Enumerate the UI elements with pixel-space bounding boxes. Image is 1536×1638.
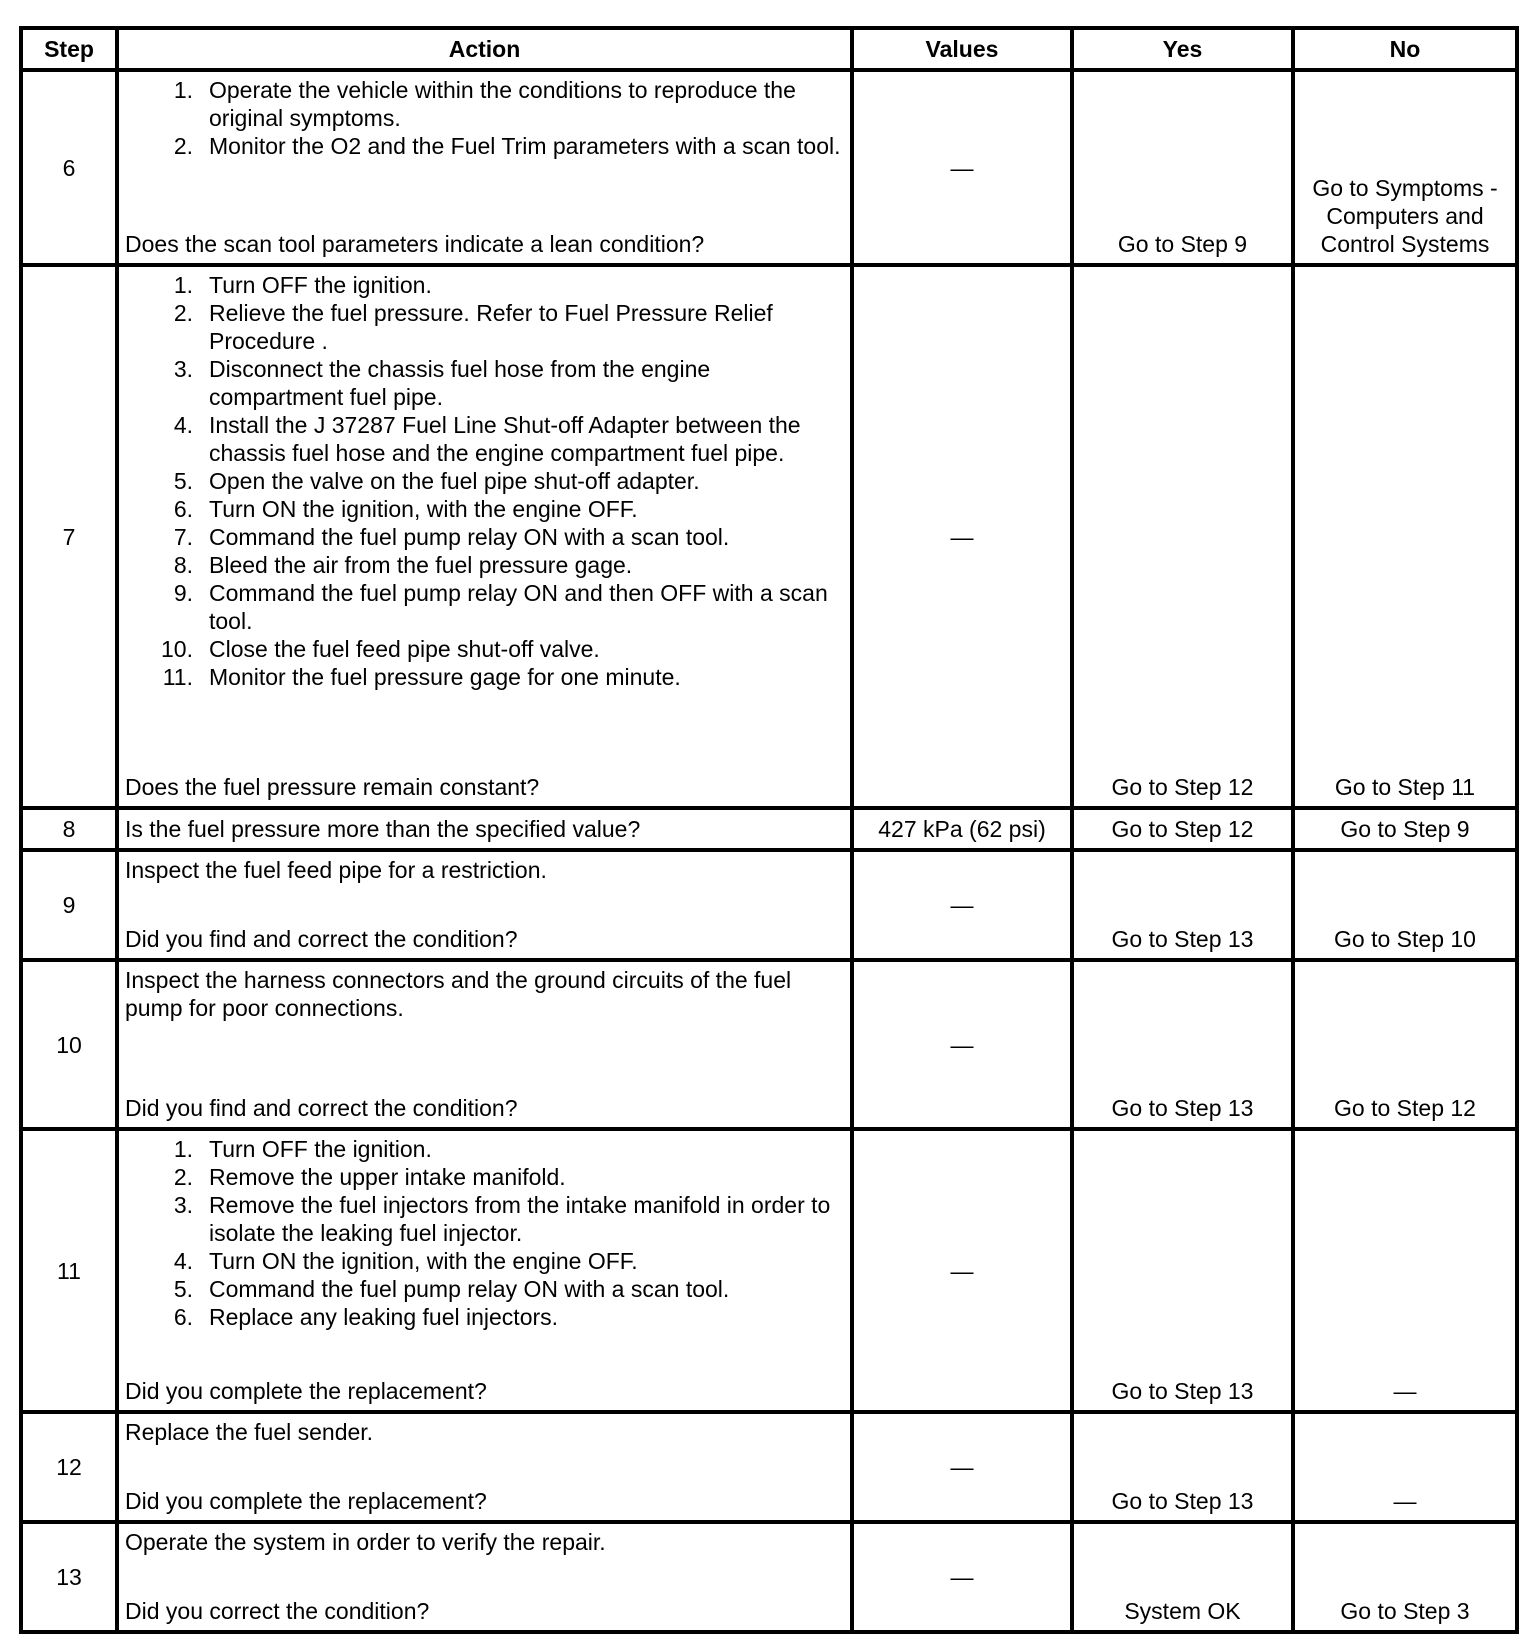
value-cell: — — [852, 70, 1072, 265]
no-cell: Go to Step 12 — [1293, 960, 1517, 1129]
step-number: 7 — [21, 265, 117, 808]
header-yes: Yes — [1072, 28, 1293, 70]
action-cell — [117, 1412, 852, 1522]
action-instruction: Operate the system in order to verify the repair. — [125, 1529, 606, 1555]
action-steps-list — [125, 1135, 844, 1331]
action-cell — [117, 808, 852, 850]
list-item: 1. Turn OFF the ignition. — [173, 1136, 432, 1162]
action-cell — [117, 850, 852, 960]
value-cell: — — [852, 1412, 1072, 1522]
step-number: 9 — [21, 850, 117, 960]
list-item: 1. Operate the vehicle within the conditions to reproduce the original symptoms. — [173, 77, 796, 131]
table-row — [21, 1129, 1517, 1412]
action-steps-list — [125, 271, 844, 691]
no-cell: Go to Step 9 — [1293, 808, 1517, 850]
action-question: Did you complete the replacement? — [125, 1378, 487, 1404]
step-number: 6 — [21, 70, 117, 265]
action-question: Did you find and correct the condition? — [125, 1095, 518, 1121]
list-item: 3. Disconnect the chassis fuel hose from the engine compartment fuel pipe. — [173, 356, 711, 410]
value-cell: — — [852, 960, 1072, 1129]
yes-cell: Go to Step 13 — [1072, 960, 1293, 1129]
table-row — [21, 1522, 1517, 1632]
action-cell — [117, 70, 852, 265]
list-item: 5. Command the fuel pump relay ON with a scan tool. — [173, 1276, 730, 1302]
no-cell: Go to Step 10 — [1293, 850, 1517, 960]
no-cell: Go to Symptoms - Computers and Control Systems — [1293, 70, 1517, 265]
no-cell: Go to Step 3 — [1293, 1522, 1517, 1632]
step-number: 13 — [21, 1522, 117, 1632]
value-cell: — — [852, 850, 1072, 960]
action-question: Did you find and correct the condition? — [125, 926, 518, 952]
step-number: 10 — [21, 960, 117, 1129]
list-item: 4. Turn ON the ignition, with the engine OFF. — [173, 1248, 638, 1274]
action-question: Did you correct the condition? — [125, 1598, 430, 1624]
table-row — [21, 850, 1517, 960]
list-item: 1. Turn OFF the ignition. — [173, 272, 432, 298]
table-row — [21, 960, 1517, 1129]
list-item: 11. Monitor the fuel pressure gage for one minute. — [162, 664, 681, 690]
step-number: 11 — [21, 1129, 117, 1412]
action-cell — [117, 1522, 852, 1632]
action-cell — [117, 960, 852, 1129]
list-item: 2. Remove the upper intake manifold. — [173, 1164, 566, 1190]
action-instruction: Inspect the fuel feed pipe for a restriction. — [125, 857, 547, 883]
list-item: 8. Bleed the air from the fuel pressure gage. — [173, 552, 633, 578]
table-row — [21, 808, 1517, 850]
list-item: 10. Close the fuel feed pipe shut-off valve. — [161, 636, 600, 662]
yes-cell: Go to Step 13 — [1072, 850, 1293, 960]
yes-cell: Go to Step 12 — [1072, 808, 1293, 850]
yes-cell: Go to Step 9 — [1072, 70, 1293, 265]
action-question: Does the fuel pressure remain constant? — [125, 774, 540, 800]
list-item: 6. Turn ON the ignition, with the engine OFF. — [173, 496, 638, 522]
action-question: Is the fuel pressure more than the specified value? — [125, 816, 641, 842]
list-item: 3. Remove the fuel injectors from the intake manifold in order to isolate the leaking fuel injector. — [173, 1192, 831, 1246]
action-instruction: Inspect the harness connectors and the ground circuits of the fuel pump for poor connections. — [125, 967, 792, 1021]
value-cell: 427 kPa (62 psi) — [852, 808, 1072, 850]
action-instruction: Replace the fuel sender. — [125, 1419, 374, 1445]
value-cell: — — [852, 1522, 1072, 1632]
table-row — [21, 1412, 1517, 1522]
no-cell: — — [1293, 1129, 1517, 1412]
list-item: 6. Replace any leaking fuel injectors. — [173, 1304, 559, 1330]
no-cell: Go to Step 11 — [1293, 265, 1517, 808]
no-cell: — — [1293, 1412, 1517, 1522]
action-question: Did you complete the replacement? — [125, 1488, 487, 1514]
yes-cell: Go to Step 13 — [1072, 1129, 1293, 1412]
header-step: Step — [21, 28, 117, 70]
step-number: 8 — [21, 808, 117, 850]
action-cell — [117, 1129, 852, 1412]
header-row — [21, 28, 1517, 70]
list-item: 2. Relieve the fuel pressure. Refer to Fuel Pressure Relief Procedure . — [173, 300, 773, 354]
yes-cell: Go to Step 12 — [1072, 265, 1293, 808]
header-no: No — [1293, 28, 1517, 70]
diagnostic-table — [19, 26, 1519, 1634]
list-item: 5. Open the valve on the fuel pipe shut-off adapter. — [173, 468, 700, 494]
action-steps-list — [125, 76, 844, 160]
table-row — [21, 265, 1517, 808]
table-row — [21, 70, 1517, 265]
header-values: Values — [852, 28, 1072, 70]
action-cell — [117, 265, 852, 808]
header-action: Action — [117, 28, 852, 70]
value-cell: — — [852, 265, 1072, 808]
list-item: 7. Command the fuel pump relay ON with a scan tool. — [173, 524, 730, 550]
list-item: 2. Monitor the O2 and the Fuel Trim parameters with a scan tool. — [173, 133, 841, 159]
list-item: 9. Command the fuel pump relay ON and then OFF with a scan tool. — [173, 580, 828, 634]
action-question: Does the scan tool parameters indicate a lean condition? — [125, 231, 705, 257]
yes-cell: Go to Step 13 — [1072, 1412, 1293, 1522]
step-number: 12 — [21, 1412, 117, 1522]
list-item: 4. Install the J 37287 Fuel Line Shut-off Adapter between the chassis fuel hose and the engine compartment fuel pipe. — [173, 412, 801, 466]
value-cell: — — [852, 1129, 1072, 1412]
yes-cell: System OK — [1072, 1522, 1293, 1632]
